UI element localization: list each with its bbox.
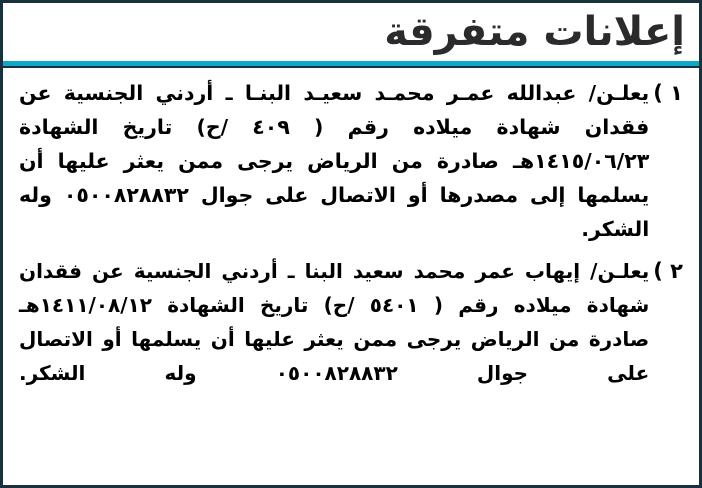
page-title: إعلانات متفرقة [384, 9, 685, 55]
ads-list [3, 68, 699, 404]
ad-number: ٢ ) [653, 259, 683, 283]
ad-body-text: يعلـن/ عبدالله عمـر محمـد سعيـد البنـا ـ أردني الجنسية عن فقدان شهادة ميلاده رقم ( ٤٠٩ /ح) تاريخ الشهادة ١٤١٥/٠٦/٢٣هـ صادرة من الرياض يرجى ممن يعثر عليها أن يسلمها إلى مصدرها أو الاتصال على جوال ٠٥٠٠٨٢٨٨٣٢ وله الشكر. [19, 81, 650, 241]
list-item [19, 254, 683, 390]
list-item [19, 76, 683, 246]
ad-number: ١ ) [653, 81, 683, 105]
page-header [3, 3, 699, 61]
ad-body-text: يعلـن/ إيهاب عمر محمد سعيد البنا ـ أردني الجنسية عن فقدان شهادة ميلاده رقم ( ٥٤٠١ /ح) تاريخ الشهادة ١٤١١/٠٨/١٢هـ صادرة من الرياض يرجى ممن يعثر عليها أن يسلمها أو الاتصال على جوال ٠٥٠٠٨٢٨٨٣٢ وله الشكر. [19, 259, 650, 385]
